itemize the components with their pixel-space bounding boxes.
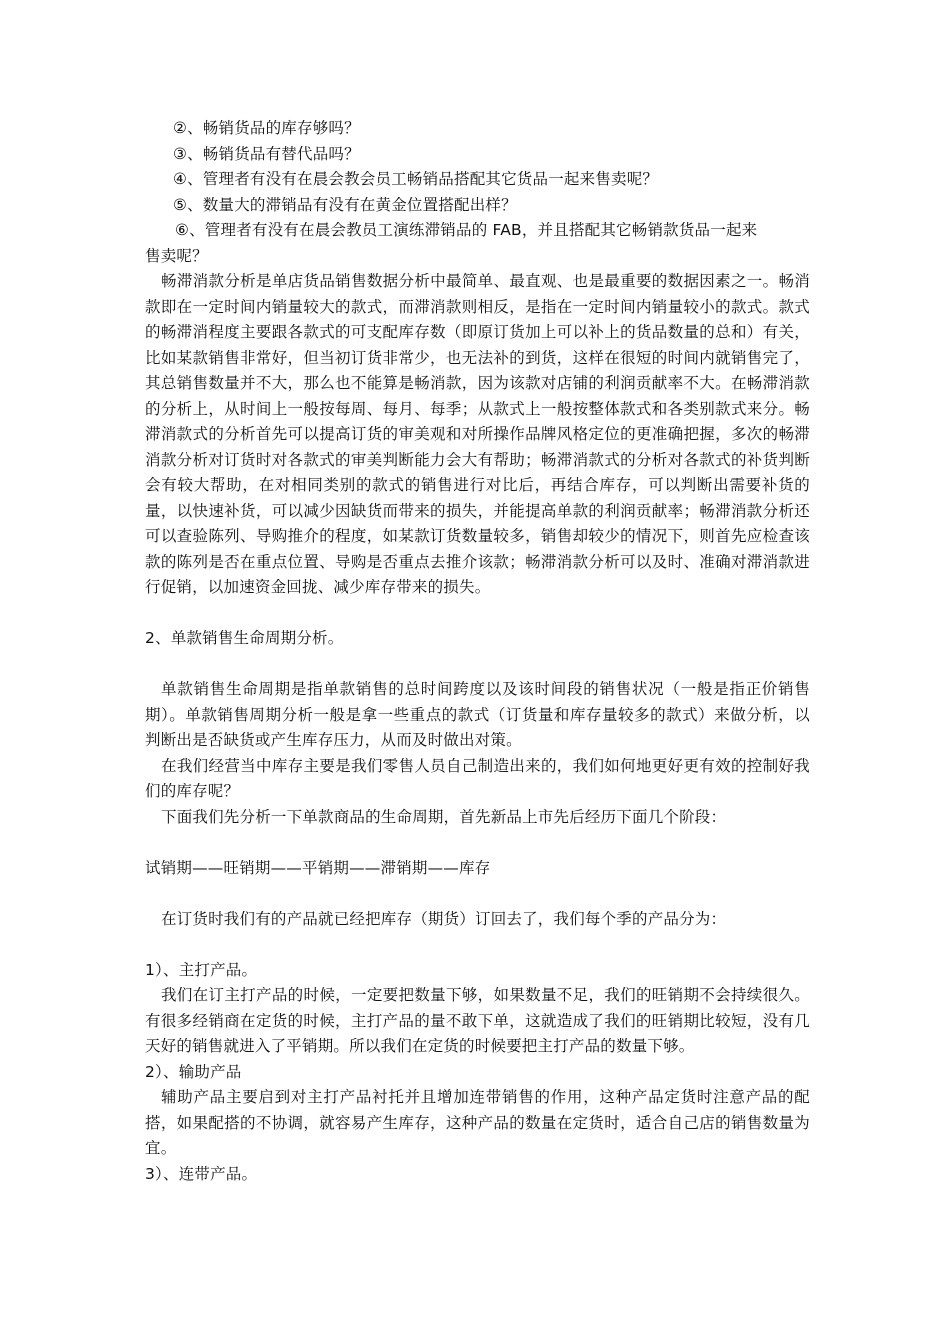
section-heading-lifecycle: 2、单款销售生命周期分析。 — [145, 629, 344, 647]
checklist-item-6-line2: 售卖呢？ — [145, 246, 208, 265]
item-1-title: 1）、主打产品。 — [145, 960, 258, 979]
checklist-item-2: ②、畅销货品的库存够吗？ — [173, 119, 360, 137]
item-2-body: 辅助产品主要启到对主打产品衬托并且增加连带销售的作用，这种产品定货时注意产品的配搭，如果配搭的不协调，就容易产生库存，这种产品的数量在定货时，适合自己店的销售数量为宜。 — [145, 1088, 810, 1157]
item-1-body: 我们在订主打产品的时候，一定要把数量下够，如果数量不足，我们的旺销期不会持续很久。有很多经销商在定货的时候，主打产品的量不敢下单，这就造成了我们的旺销期比较短，没有几天好的销售就进入了平销期。所以我们在定货的时候要把主打产品的数量下够。 — [145, 986, 810, 1055]
paragraph-stages-intro: 下面我们先分析一下单款商品的生命周期，首先新品上市先后经历下面几个阶段： — [161, 807, 727, 826]
lifecycle-stages: 试销期——旺销期——平销期——滞销期——库存 — [145, 858, 491, 877]
paragraph-products-intro: 在订货时我们有的产品就已经把库存（期货）订回去了，我们每个季的产品分为： — [161, 909, 727, 928]
document-body — [145, 116, 810, 1187]
checklist-item-5: ⑤、数量大的滞销品有没有在黄金位置搭配出样？ — [173, 195, 517, 214]
item-2-title: 2）、输助产品 — [145, 1062, 242, 1081]
paragraph-lifecycle-definition: 单款销售生命周期是指单款销售的总时间跨度以及该时间段的销售状况（一般是指正价销售期）。单款销售周期分析一般是拿一些重点的款式（订货量和库存量较多的款式）来做分析，以判断出是否缺货或产生库存压力，从而及时做出对策。 — [145, 680, 810, 749]
checklist-item-4: ④、管理者有没有在晨会教会员工畅销品搭配其它货品一起来售卖呢？ — [173, 170, 659, 188]
item-3-title: 3）、连带产品。 — [145, 1164, 258, 1183]
paragraph-best-slow-analysis: 畅滞消款分析是单店货品销售数据分析中最简单、最直观、也是最重要的数据因素之一。畅消款即在一定时间内销量较大的款式，而滞消款则相反，是指在一定时间内销量较小的款式。款式的畅滞消程度主要跟各款式的可支配库存数（即原订货加上可以补上的货品数量的总和）有关，比如某款销售非常好，但当初订货非常少，也无法补的到货，这样在很短的时间内就销售完了，其总销售数量并不大，那么也不能算是畅消款，因为该款对店铺的利润贡献率不大。在畅滞消款的分析上，从时间上一般按每周、每月、每季；从款式上一般按整体款式和各类别款式来分。畅滞消款式的分析首先可以提高订货的审美观和对所操作品牌风格定位的更准确把握，多次的畅滞消款分析对订货时对各款式的审美判断能力会大有帮助；畅滞消款式的分析对各款式的补货判断会有较大帮助，在对相同类别的款式的销售进行对比后，再结合库存，可以判断出需要补货的量，以快速补货，可以减少因缺货而带来的损失，并能提高单款的利润贡献率；畅滞消款分析还可以查验陈列、导购推介的程度，如某款订货数量较多，销售却较少的情况下，则首先应检查该款的陈列是否在重点位置、导购是否重点去推介该款；畅滞消款分析可以及时、准确对滞消款进行促销，以加速资金回拢、减少库存带来的损失。 — [145, 272, 810, 596]
checklist-item-3: ③、畅销货品有替代品吗？ — [173, 144, 360, 163]
checklist-item-6-line1: ⑥、管理者有没有在晨会教员工演练滞销品的 FAB，并且搭配其它畅销款货品一起来 — [175, 221, 758, 239]
paragraph-inventory-control: 在我们经营当中库存主要是我们零售人员自己制造出来的，我们如何地更好更有效的控制好我们的库存呢？ — [145, 756, 810, 800]
